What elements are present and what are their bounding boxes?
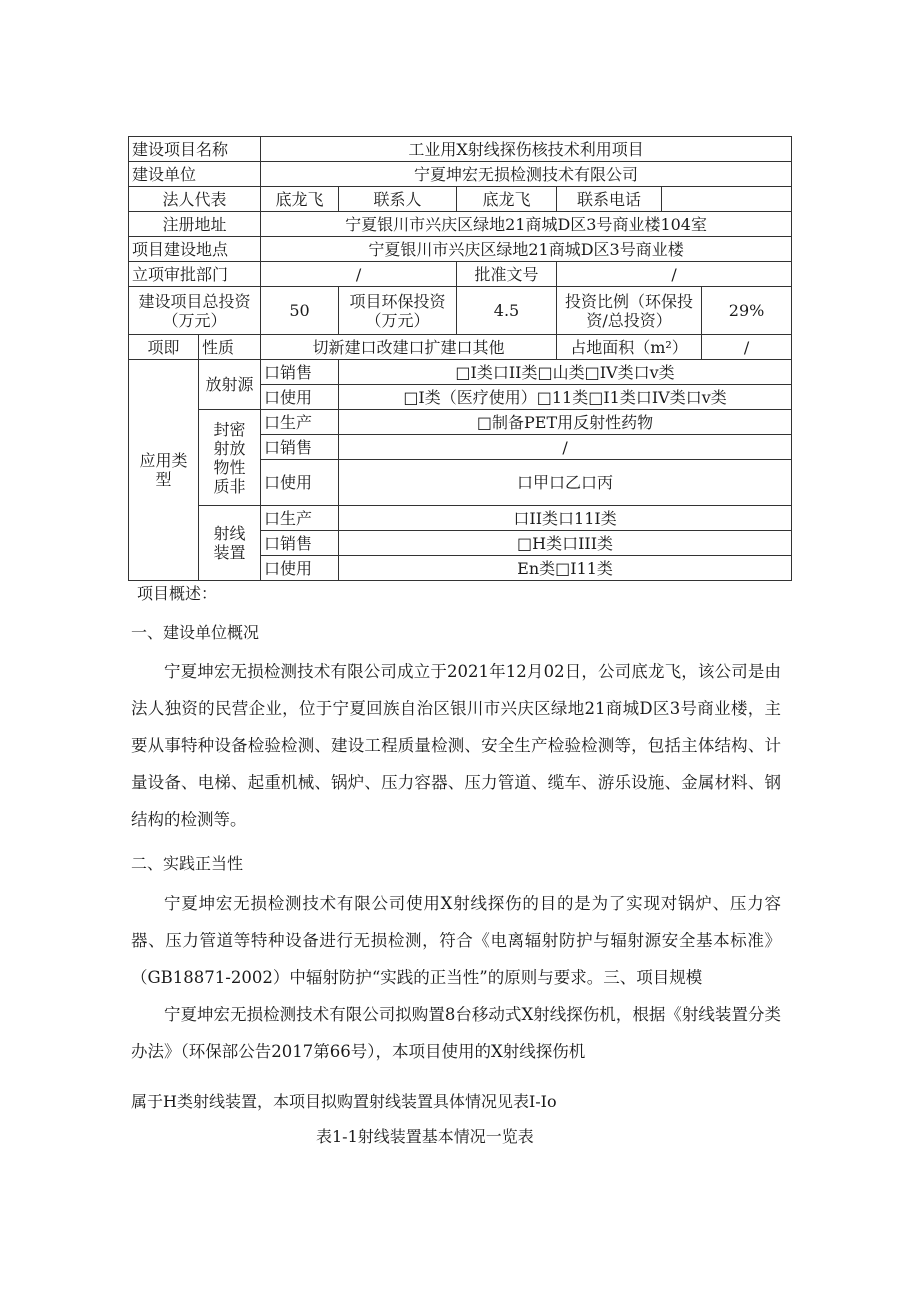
cell-value: / (261, 262, 457, 287)
cell-label: 注册地址 (129, 212, 261, 237)
cell-label: 应用类型 (129, 360, 199, 581)
cell-label: 建设项目总投资（万元） (129, 287, 261, 335)
table-row (129, 212, 792, 237)
cell-value: 50 (261, 287, 339, 335)
project-info-table (128, 136, 792, 581)
cell-option: 口生产 (261, 506, 339, 531)
line: 属材料、钢结构的检测等。 (131, 773, 782, 829)
table-row (129, 506, 792, 531)
cell-value: 宁夏银川市兴庆区绿地21商城D区3号商业楼 (261, 237, 792, 262)
cell-value: 口II类口11I类 (339, 506, 792, 531)
cell-value: / (339, 435, 792, 460)
cell-value: □制备PET用反射性药物 (339, 410, 792, 435)
line: 宁夏坤宏无损检测技术有限公司拟购置8台移动式X射线探伤机，根据《射线装 (164, 1005, 732, 1024)
cell-label: 联系人 (339, 187, 457, 212)
line: 准》（GB18871-2002）中辐射防护“实践的正当性”的原则与要求。三、项目规模 (131, 931, 782, 987)
cell-label: 立项审批部门 (129, 262, 261, 287)
cell-value: 底龙飞 (457, 187, 557, 212)
line: 结构、计量设备、电梯、起重机械、锅炉、压力容器、压力管道、缆车、游乐设施、金 (131, 736, 782, 792)
overview-label: 项目概述： (137, 584, 218, 603)
cell-label: 项目建设地点 (129, 237, 261, 262)
cell-option: 口销售 (261, 435, 339, 460)
cell-label: 法人代表 (129, 187, 261, 212)
table-row (129, 237, 792, 262)
table-row (129, 162, 792, 187)
cell-value: 底龙飞 (261, 187, 339, 212)
cell-value: 宁夏银川市兴庆区绿地21商城D区3号商业楼104室 (261, 212, 792, 237)
cell-value: 工业用X射线探伤核技术利用项目 (261, 137, 792, 162)
paragraph (131, 653, 781, 838)
table-row (129, 262, 792, 287)
cell-label: 建设单位 (129, 162, 261, 187)
cell-value: / (702, 335, 792, 360)
cell-label: 占地面积（m²） (557, 335, 702, 360)
cell-option: 口生产 (261, 410, 339, 435)
cell-label: 性质 (199, 335, 261, 360)
line: 是由法人独资的民营企业，位于宁夏回族自治区银川市兴庆区绿地21商城D区3号商业 (131, 662, 782, 718)
paragraph (131, 996, 781, 1070)
cell-label: 批准文号 (457, 262, 557, 287)
cell-label: 项目环保投资（万元） (339, 287, 457, 335)
cell-value: 口甲口乙口丙 (339, 460, 792, 506)
table-row (129, 287, 792, 335)
line: 楼，主要从事特种设备检验检测、建设工程质量检测、安全生产检验检测等，包括主体 (131, 699, 781, 755)
cell-value: En类□I11类 (339, 556, 792, 581)
table-caption: 表1-1射线装置基本情况一览表 (316, 1127, 534, 1146)
cell-value: 4.5 (457, 287, 557, 335)
cell-label: 投资比例（环保投资/总投资） (557, 287, 702, 335)
table-row (129, 335, 792, 360)
section-heading: 一、建设单位概况 (131, 623, 260, 642)
line: 置分类办法》（环保部公告2017第66号），本项目使用的X射线探伤机 (131, 1005, 782, 1061)
cell-value: □I类口II类□山类□IV类口v类 (339, 360, 792, 385)
cell-value (662, 187, 792, 212)
line: 容器、压力管道等特种设备进行无损检测，符合《电离辐射防护与辐射源安全基本标 (131, 894, 781, 950)
paragraph-tail: 属于H类射线装置，本项目拟购置射线装置具体情况见表I-Io (131, 1092, 557, 1111)
cell-option: 口销售 (261, 531, 339, 556)
line: 宁夏坤宏无损检测技术有限公司成立于2021年12月02日，公司底龙飞，该公司 (164, 662, 748, 681)
paragraph (131, 885, 781, 996)
cell-label: 建设项目名称 (129, 137, 261, 162)
cell-option: 口使用 (261, 460, 339, 506)
cell-label: 放射源 (199, 360, 261, 410)
cell-value: 宁夏坤宏无损检测技术有限公司 (261, 162, 792, 187)
cell-option: 口使用 (261, 556, 339, 581)
cell-label: 联系电话 (557, 187, 662, 212)
line: 宁夏坤宏无损检测技术有限公司使用X射线探伤的目的是为了实现对锅炉、压力 (164, 894, 765, 913)
cell-value: □H类口III类 (339, 531, 792, 556)
cell-label: 射线装置 (199, 506, 261, 581)
section-heading: 二、实践正当性 (131, 854, 244, 873)
table-row (129, 137, 792, 162)
cell-label: 项即 (129, 335, 199, 360)
cell-value: 29% (702, 287, 792, 335)
table-row (129, 187, 792, 212)
cell-option: 口销售 (261, 360, 339, 385)
cell-value: □I类（医疗使用）□11类□I1类口IV类口v类 (339, 385, 792, 410)
cell-value: / (557, 262, 792, 287)
table-row (129, 360, 792, 385)
table-row (129, 410, 792, 435)
cell-value: 切新建口改建口扩建口其他 (261, 335, 557, 360)
cell-option: 口使用 (261, 385, 339, 410)
cell-label: 封密射放物性质非 (199, 410, 261, 506)
